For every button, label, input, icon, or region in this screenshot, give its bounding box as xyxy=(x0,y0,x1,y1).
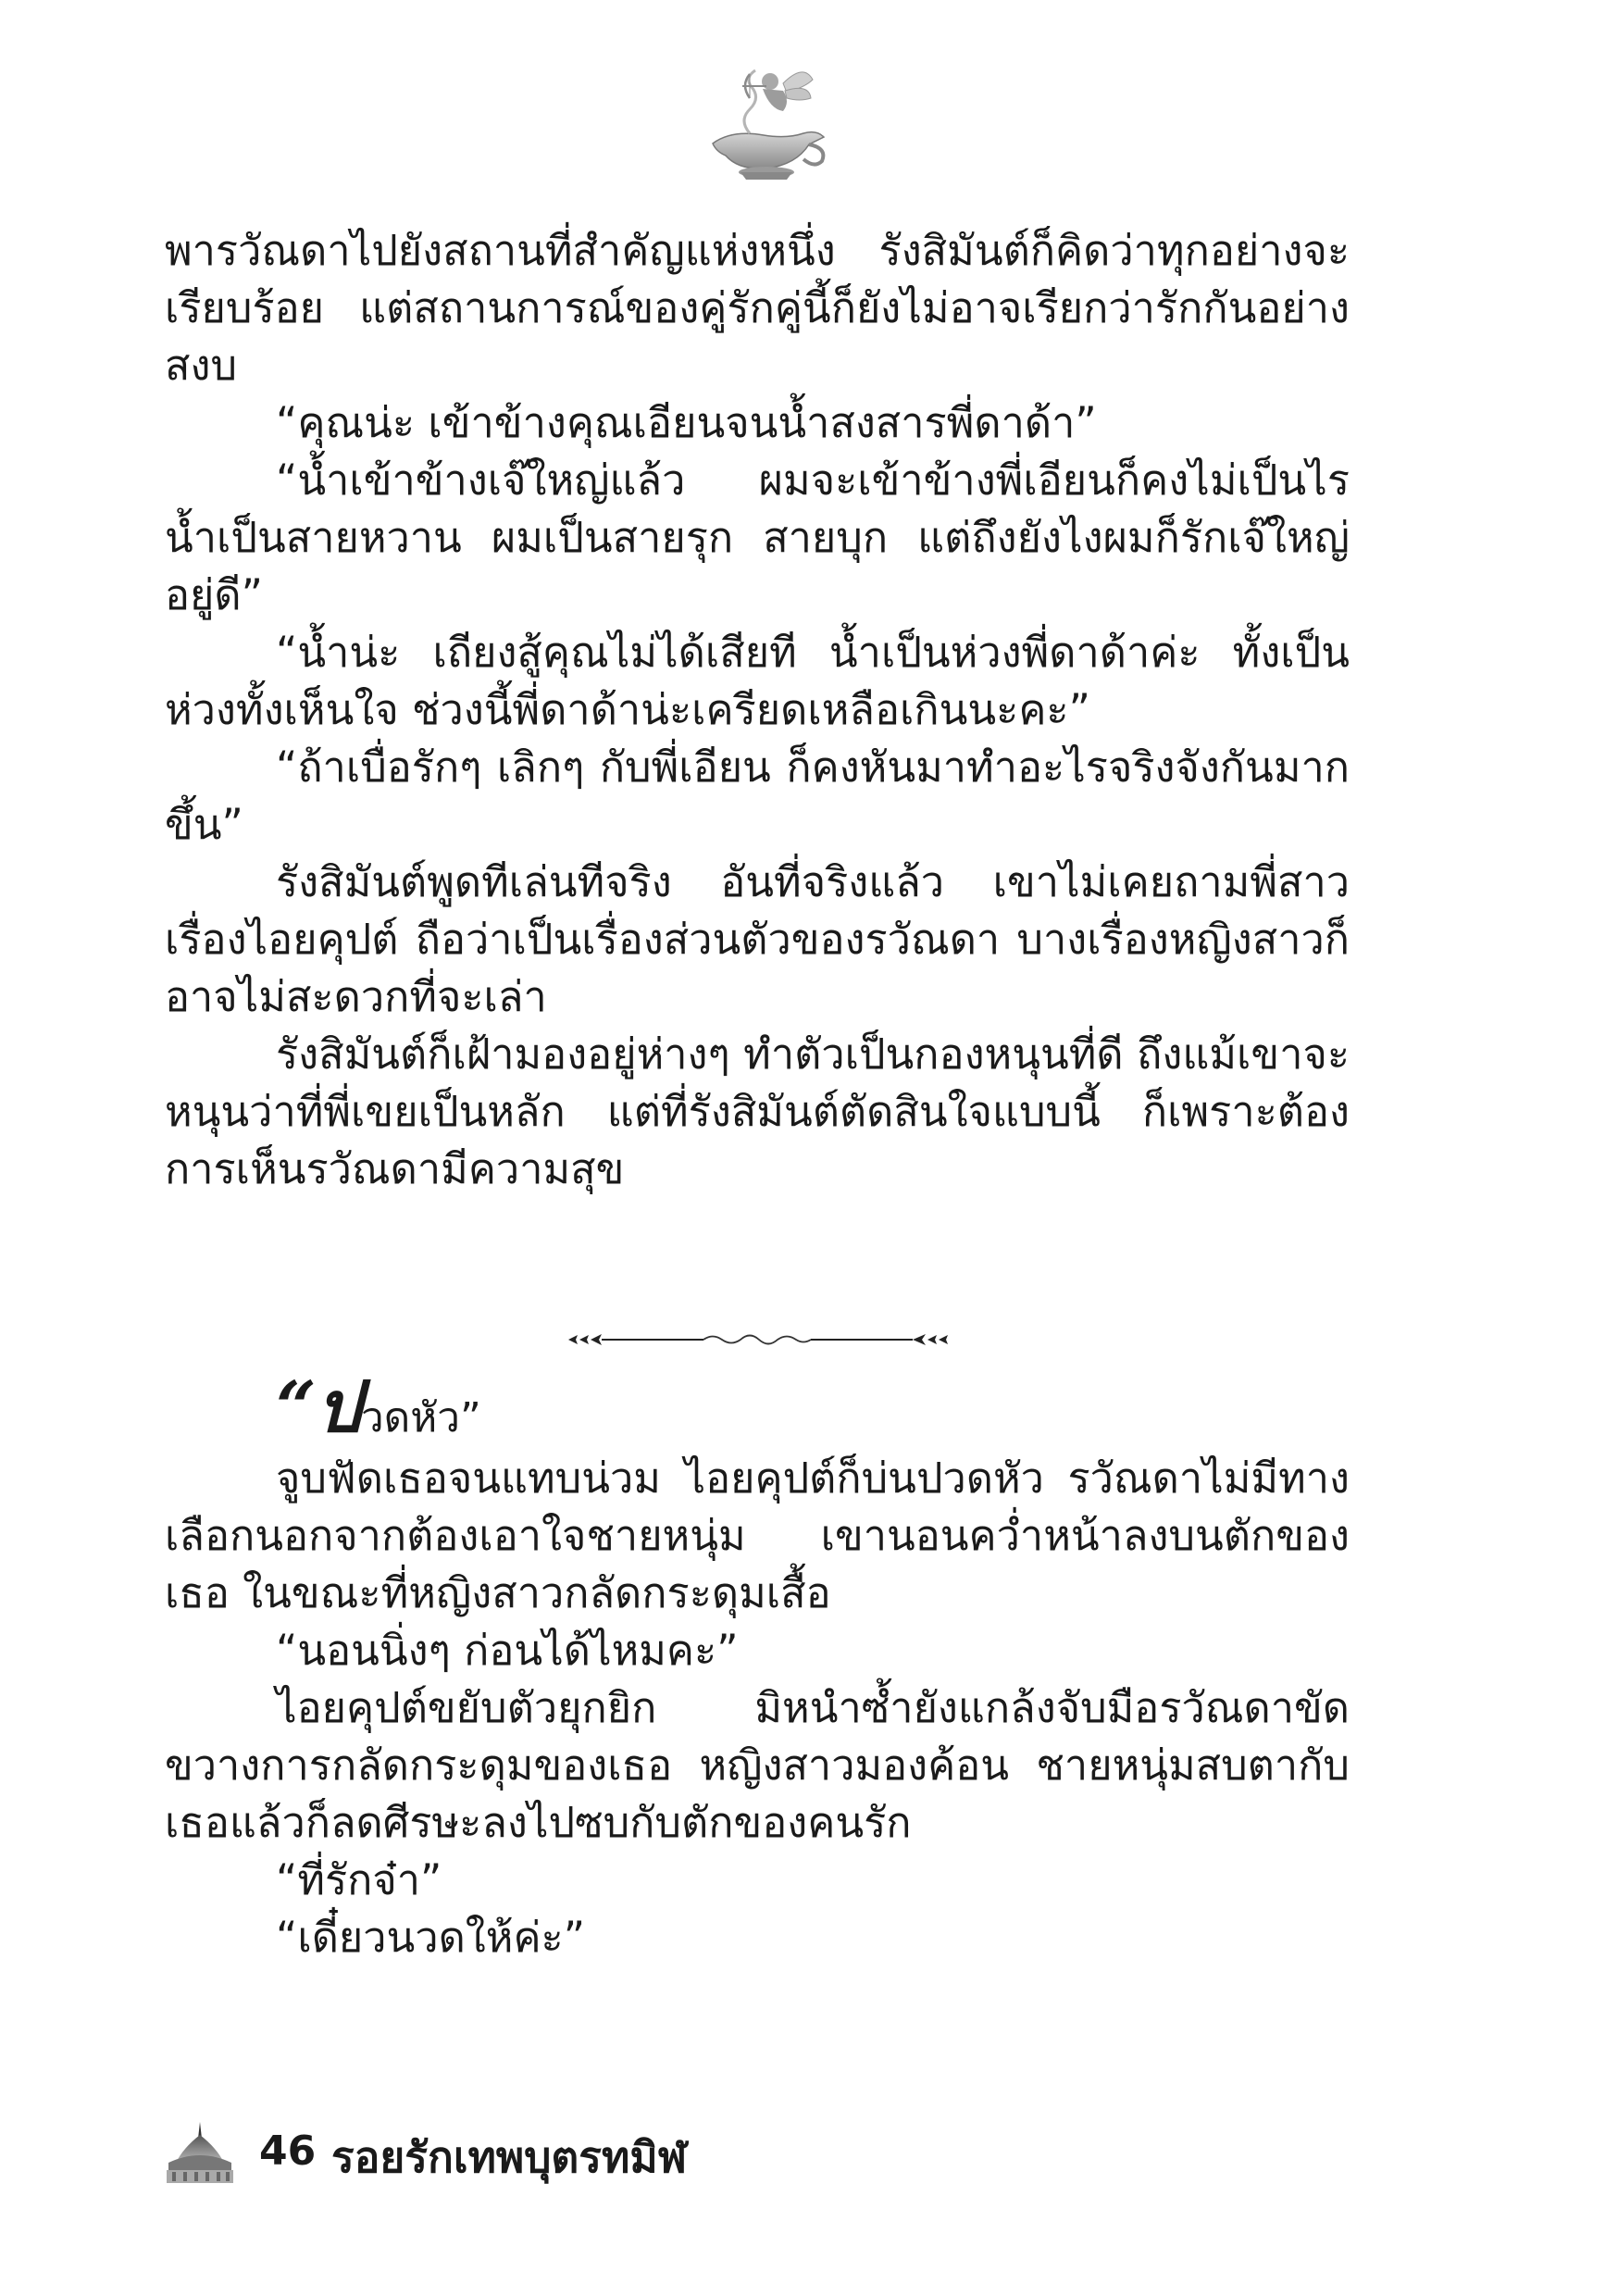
paragraph: “นอนนิ่งๆ ก่อนได้ไหมคะ” xyxy=(276,1626,739,1675)
section-title xyxy=(276,1366,1350,1448)
paragraph: ไอยคุปต์ขยับตัวยุกยิก มิหนำซ้ำยังแกล้งจับมือรวัณดาขัดขวางการกลัดกระดุมของเธอ หญิงสาวมองค้อน ชายหนุ่มสบตากับเธอแล้วก็ลดศีรษะลงไปซบกับตักของคนรัก xyxy=(165,1683,1350,1847)
body-text-part1 xyxy=(165,222,1350,1198)
title-drop-letter: ป xyxy=(316,1366,361,1448)
title-quote-close: ” xyxy=(459,1394,481,1441)
paragraph: “เดี๋ยวนวดให้ค่ะ” xyxy=(276,1913,586,1962)
paragraph: รังสิมันต์พูดทีเล่นทีจริง อันที่จริงแล้ว เขาไม่เคยถามพี่สาวเรื่องไอยคุปต์ ถือว่าเป็นเรื่องส่วนตัวของรวัณดา บางเรื่องหญิงสาวก็อาจไม่สะดวกที่จะเล่า xyxy=(165,857,1350,1021)
page-footer xyxy=(163,2120,996,2194)
paragraph: จูบฟัดเธอจนแทบน่วม ไอยคุปต์ก็บ่นปวดหัว รวัณดาไม่มีทางเลือกนอกจากต้องเอาใจชายหนุ่ม เขานอนคว่ำหน้าลงบนตักของเธอ ในขณะที่หญิงสาวกลัดกระดุมเสื้อ xyxy=(165,1454,1350,1617)
paragraph: พารวัณดาไปยังสถานที่สำคัญแห่งหนึ่ง รังสิมันต์ก็คิดว่าทุกอย่างจะเรียบร้อย แต่สถานการณ์ของคู่รักคู่นี้ก็ยังไม่อาจเรียกว่ารักกันอย่างสงบ xyxy=(165,226,1350,390)
temple-icon xyxy=(163,2120,237,2187)
paragraph: “น้ำน่ะ เถียงสู้คุณไม่ได้เสียที น้ำเป็นห่วงพี่ดาด้าค่ะ ทั้งเป็นห่วงทั้งเห็นใจ ช่วงนี้พี่ดาด้าน่ะเครียดเหลือเกินนะคะ” xyxy=(165,628,1350,734)
paragraph: “ถ้าเบื่อรักๆ เลิกๆ กับพี่เอียน ก็คงหันมาทำอะไรจริงจังกันมากขึ้น” xyxy=(165,742,1350,849)
paragraph: “ที่รักจ๋า” xyxy=(276,1855,442,1904)
paragraph: “น้ำเข้าข้างเจ๊ใหญ่แล้ว ผมจะเข้าข้างพี่เอียนก็คงไม่เป็นไร น้ำเป็นสายหวาน ผมเป็นสายรุก สายบุก แต่ถึงยังไงผมก็รักเจ๊ใหญ่อยู่ดี” xyxy=(165,455,1350,619)
title-rest: วดหัว xyxy=(360,1394,460,1441)
section-2 xyxy=(165,1366,1350,1966)
title-quote-open: “ xyxy=(276,1366,317,1448)
paragraph: “คุณน่ะ เข้าข้างคุณเอียนจนน้ำสงสารพี่ดาด้า” xyxy=(276,398,1097,447)
cupid-lamp-icon xyxy=(694,56,833,185)
book-title: รอยรักเทพบุตรทมิฬ xyxy=(331,2132,688,2182)
page-number: 46 xyxy=(259,2128,317,2175)
ornamental-divider-icon xyxy=(565,1326,953,1354)
paragraph: รังสิมันต์ก็เฝ้ามองอยู่ห่างๆ ทำตัวเป็นกองหนุนที่ดี ถึงแม้เขาจะหนุนว่าที่พี่เขยเป็นหลัก แต่ที่รังสิมันต์ตัดสินใจแบบนี้ ก็เพราะต้องการเห็นรวัณดามีความสุข xyxy=(165,1029,1350,1193)
